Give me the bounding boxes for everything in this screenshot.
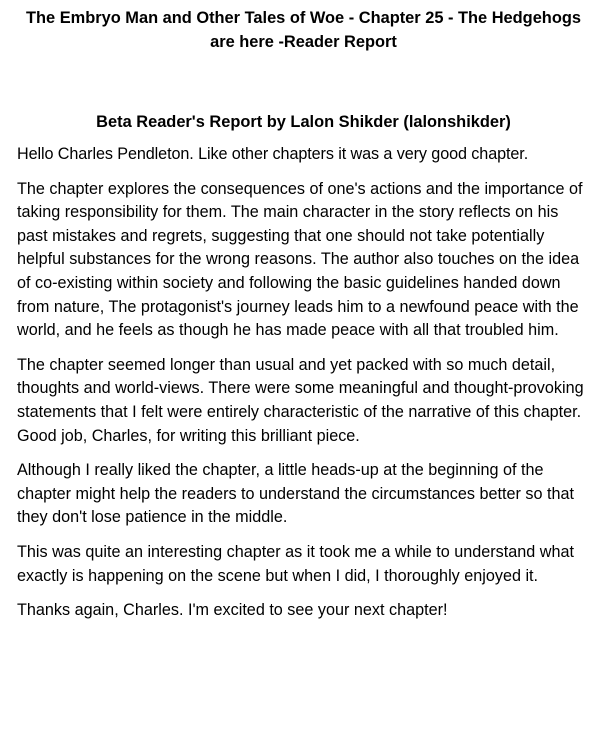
body-paragraph-themes: The chapter explores the consequences of one's actions and the importance of taking responsibility for them. The main character in the story reflects on his past mistakes and regrets, suggesting that one should not take potentially helpful substances for the wrong reasons. The author also touches on the idea of co-existing within society and following the basic guidelines handed down from nature, The protagonist's journey leads him to a newfound peace with the world, and he feels as though he has made peace with all that troubled him. [17,179,583,340]
closing-paragraph: Thanks again, Charles. I'm excited to see your next chapter! [17,601,448,620]
greeting-paragraph: Hello Charles Pendleton. Like other chapters it was a very good chapter. [17,145,529,163]
body-paragraph-interest: This was quite an interesting chapter as it took me a while to understand what exactly is happening on the scene but when I did, I thoroughly enjoyed it. [17,542,574,585]
document-title: The Embryo Man and Other Tales of Woe - Chapter 25 - The Hedgehogs are here -Reader Report [26,9,581,51]
body-paragraph-suggestion: Although I really liked the chapter, a little heads-up at the beginning of the chapter might help the readers to understand the circumstances better so that they don't lose patience in the middle. [17,461,574,527]
body-paragraph-length: The chapter seemed longer than usual and yet packed with so much detail, thoughts and world-views. There were some meaningful and thought-provoking statements that I felt were entirely characteristic of the narrative of this chapter. Good job, Charles, for writing this brilliant piece. [17,355,584,445]
report-subtitle: Beta Reader's Report by Lalon Shikder (lalonshikder) [96,113,511,131]
